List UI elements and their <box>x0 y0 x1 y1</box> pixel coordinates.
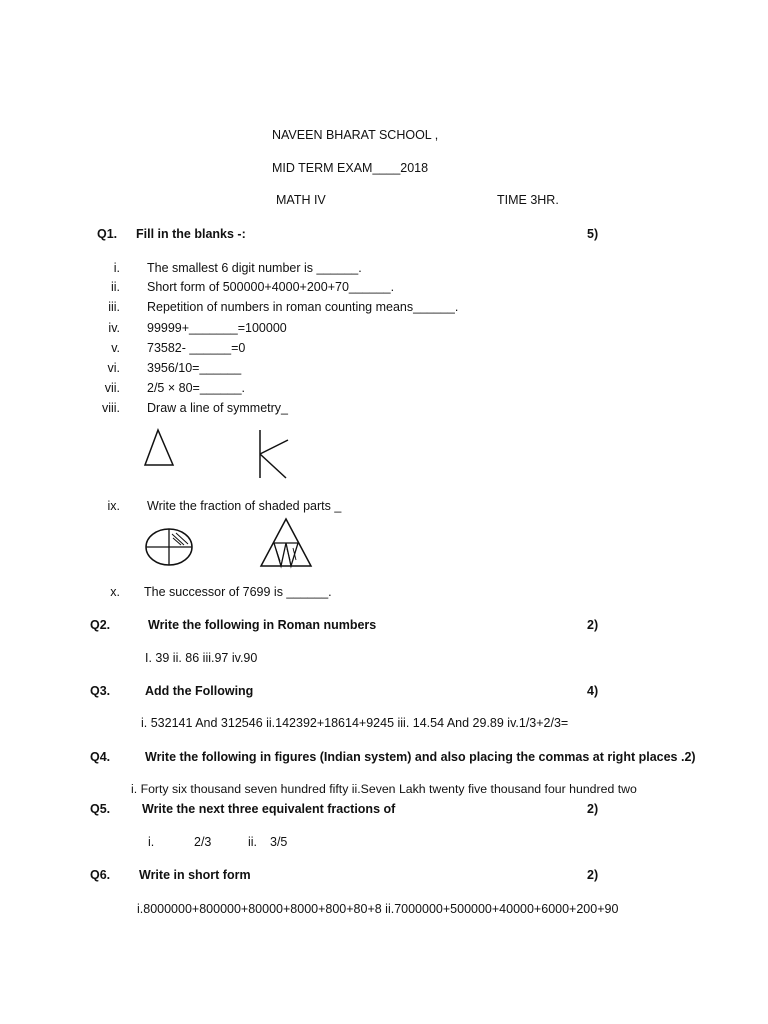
triangle-figure <box>140 426 180 468</box>
q1-item-roman: vi. <box>107 361 120 375</box>
q1-item-text: Repetition of numbers in roman counting means______. <box>147 300 459 314</box>
q3-body: i. 532141 And 312546 ii.142392+18614+9245 iii. 14.54 And 29.89 iv.1/3+2/3= <box>141 716 569 730</box>
exam-title: MID TERM EXAM____2018 <box>272 161 429 175</box>
q2-body: I. 39 ii. 86 iii.97 iv.90 <box>145 651 258 665</box>
q6-body: i.8000000+800000+80000+8000+800+80+8 ii.7000000+500000+40000+6000+200+90 <box>137 902 619 916</box>
q5-part-number: ii. <box>248 835 258 849</box>
q1-item-text: Write the fraction of shaded parts _ <box>147 499 342 513</box>
q1-item-roman: i. <box>113 261 120 275</box>
q6-marks: 2) <box>587 868 599 882</box>
school-name: NAVEEN BHARAT SCHOOL , <box>272 128 439 142</box>
q1-item-text: 99999+_______=100000 <box>147 321 287 335</box>
q1-item-text: 3956/10=______ <box>147 361 242 375</box>
q4-body: i. Forty six thousand seven hundred fifty ii.Seven Lakh twenty five thousand four hundred two <box>131 782 637 796</box>
q1-item-roman: iii. <box>108 300 120 314</box>
q1-item-text: Draw a line of symmetry_ <box>147 401 289 415</box>
q1-item-roman: ix. <box>107 499 120 513</box>
circle-fraction-figure <box>143 526 197 568</box>
q5-part-number: i. <box>148 835 155 849</box>
q3-number: Q3. <box>90 684 111 698</box>
q1-item-roman: v. <box>111 341 120 355</box>
q1-item-roman: x. <box>110 585 120 599</box>
q5-part-value: 3/5 <box>270 835 288 849</box>
q2-title: Write the following in Roman numbers <box>148 618 377 632</box>
q3-title: Add the Following <box>145 684 254 698</box>
q1-item-text: 2/5 × 80=______. <box>147 381 246 395</box>
q1-item-text: The successor of 7699 is ______. <box>144 585 332 599</box>
q2-number: Q2. <box>90 618 111 632</box>
letter-k-figure <box>250 426 295 481</box>
q1-item-text: 73582- ______=0 <box>147 341 246 355</box>
q6-number: Q6. <box>90 868 111 882</box>
q1-item-roman: ii. <box>110 280 120 294</box>
q5-number: Q5. <box>90 802 111 816</box>
exam-time: TIME 3HR. <box>497 193 559 207</box>
q2-marks: 2) <box>587 618 599 632</box>
subject-class: MATH IV <box>276 193 326 207</box>
q1-item-roman: iv. <box>108 321 120 335</box>
q3-marks: 4) <box>587 684 599 698</box>
q4-number: Q4. <box>90 750 111 764</box>
triangle-fraction-figure <box>257 516 315 568</box>
q4-title: Write the following in figures (Indian system) and also placing the commas at right places .2) <box>145 750 696 764</box>
q5-part-value: 2/3 <box>194 835 212 849</box>
q1-item-roman: vii. <box>104 381 120 395</box>
q1-item-text: The smallest 6 digit number is ______. <box>147 261 362 275</box>
q6-title: Write in short form <box>139 868 251 882</box>
q5-title: Write the next three equivalent fractions of <box>142 802 396 816</box>
q1-number: Q1. <box>97 227 118 241</box>
q5-marks: 2) <box>587 802 599 816</box>
q1-item-text: Short form of 500000+4000+200+70______. <box>147 280 395 294</box>
q1-item-roman: viii. <box>101 401 120 415</box>
q1-marks: 5) <box>587 227 599 241</box>
q1-title: Fill in the blanks -: <box>136 227 246 241</box>
